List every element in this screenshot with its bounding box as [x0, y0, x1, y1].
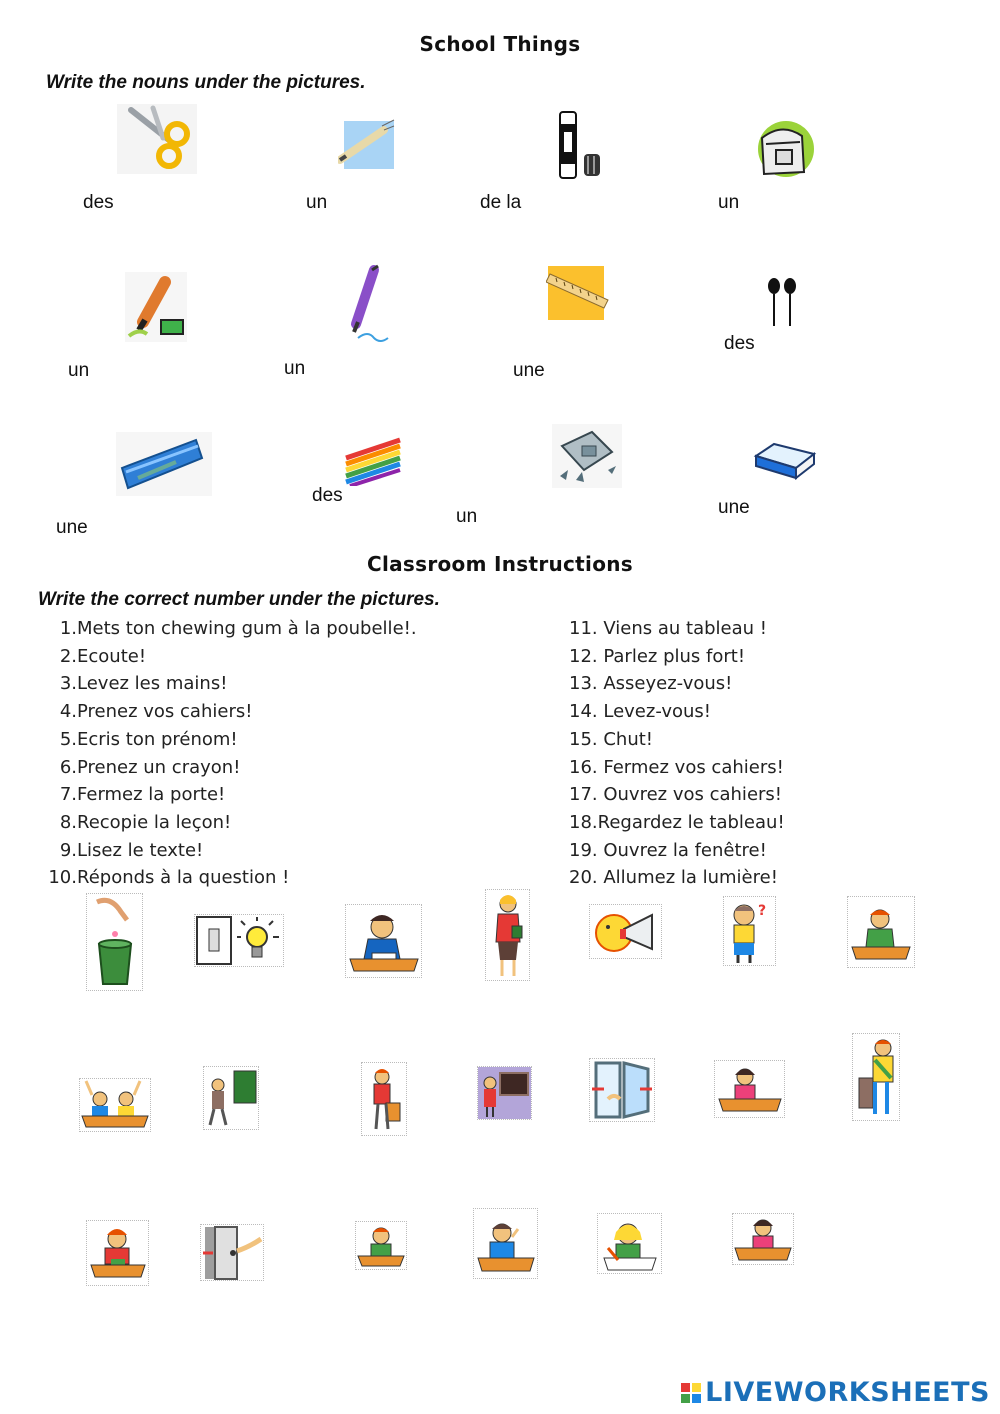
instruction-classroom: Write the correct number under the pictures.	[38, 589, 440, 610]
pencil-icon	[338, 116, 396, 171]
boy-sitting-icon	[852, 1033, 900, 1121]
list-item: 15. Chut!	[569, 728, 654, 750]
girl-writing-icon	[597, 1213, 662, 1274]
pen-icon	[344, 262, 399, 344]
svg-text:?: ?	[758, 903, 767, 919]
article-11: un	[456, 506, 478, 527]
list-item: 11. Viens au tableau !	[569, 618, 767, 639]
girl-notebook-icon	[732, 1213, 794, 1265]
teacher-icon	[485, 889, 530, 981]
student-thinking-icon	[473, 1208, 538, 1279]
instruction-list-left	[45, 615, 417, 892]
student-standing-icon	[361, 1062, 407, 1136]
list-item: 20. Allumez la lumière!	[569, 867, 778, 889]
article-1: des	[83, 192, 114, 213]
list-item: 9. Lisez le texte!	[59, 839, 204, 861]
go-to-board-icon	[203, 1066, 259, 1130]
boy-desk-icon	[355, 1221, 407, 1270]
pencil-case-icon	[116, 432, 212, 496]
student-writing-icon	[345, 904, 422, 978]
trash-bin-icon	[86, 893, 143, 991]
megaphone-icon	[589, 904, 662, 959]
article-12: une	[718, 497, 750, 518]
list-item: 16. Fermez vos cahiers!	[569, 756, 784, 778]
sharpener-icon	[552, 424, 622, 488]
schoolbag-icon	[752, 116, 814, 182]
student-reading-icon	[847, 896, 915, 968]
list-item: 12. Parlez plus fort!	[569, 645, 746, 667]
colored-pencils-icon	[342, 436, 404, 486]
article-5: un	[68, 360, 90, 381]
list-item: 13. Asseyez-vous!	[569, 673, 733, 695]
list-item: 14. Levez-vous!	[569, 701, 711, 723]
article-10: des	[312, 485, 343, 506]
section-title-classroom-instructions: Classroom Instructions	[367, 552, 633, 576]
list-item: 7. Fermez la porte!	[59, 784, 226, 806]
instruction-list-right	[569, 615, 785, 892]
liveworksheets-logo	[681, 1377, 990, 1408]
look-at-board-icon	[477, 1066, 532, 1120]
students-raising-hands-icon	[79, 1078, 151, 1132]
close-door-icon	[200, 1224, 264, 1281]
ruler-icon	[546, 264, 611, 322]
article-6: un	[284, 358, 306, 379]
eraser-icon	[752, 436, 818, 482]
article-9: une	[56, 517, 88, 538]
list-item: 19. Ouvrez la fenêtre!	[569, 839, 767, 861]
girl-desk-icon	[714, 1060, 785, 1118]
list-item: 18. Regardez le tableau!	[569, 811, 785, 833]
glue-stick-icon	[554, 110, 604, 180]
list-item: 5. Ecris ton prénom!	[59, 728, 238, 750]
logo-mark-icon	[681, 1383, 701, 1403]
brand-name: LIVEWORKSHEETS	[705, 1377, 990, 1408]
light-switch-icon	[194, 914, 284, 967]
list-item: 8. Recopie la leçon!	[59, 811, 232, 833]
student-copying-icon	[86, 1220, 149, 1286]
scissors-icon	[117, 104, 197, 174]
section-title-school-things: School Things	[419, 32, 581, 56]
highlighter-icon	[125, 272, 187, 342]
instruction-school-things: Write the nouns under the pictures.	[46, 72, 366, 93]
article-7: une	[513, 360, 545, 381]
article-4: un	[718, 192, 740, 213]
list-item: 17. Ouvrez vos cahiers!	[569, 784, 783, 806]
earphones-icon	[764, 276, 800, 328]
list-item: 6. Prenez un crayon!	[59, 756, 241, 778]
open-window-icon	[589, 1058, 655, 1122]
article-3: de la	[480, 192, 522, 213]
list-item: 3. Levez les mains!	[59, 673, 228, 695]
list-item: 10. Réponds à la question !	[48, 867, 290, 889]
list-item: 1. Mets ton chewing gum à la poubelle!.	[59, 618, 417, 639]
list-item: 2. Ecoute!	[59, 645, 147, 667]
list-item: 4. Prenez vos cahiers!	[59, 701, 253, 723]
boy-question-icon	[723, 896, 776, 966]
article-2: un	[306, 192, 328, 213]
article-8: des	[724, 333, 755, 354]
